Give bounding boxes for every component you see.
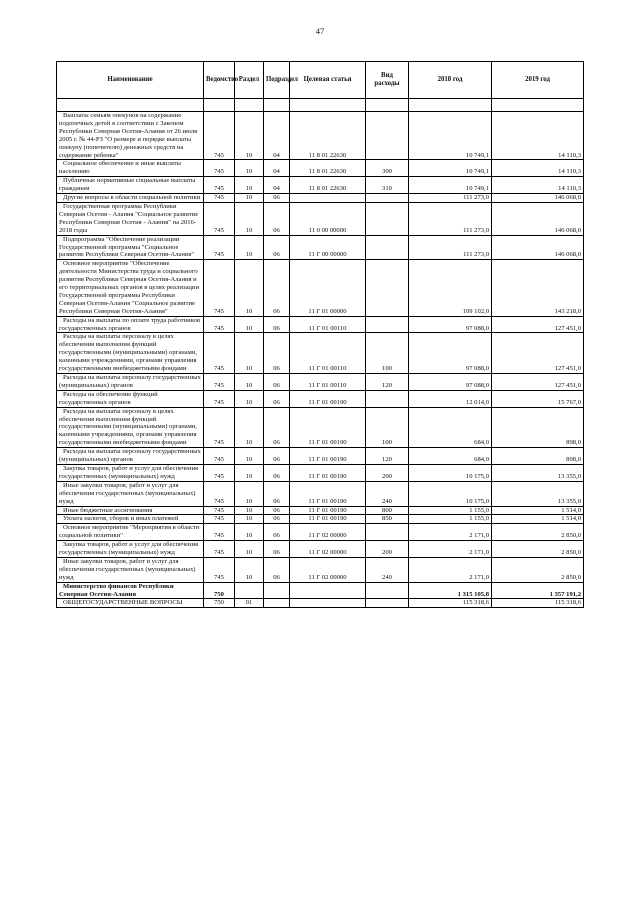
cell-2019: 2 850,0 bbox=[492, 524, 584, 541]
cell-2018: 10 749,1 bbox=[409, 177, 492, 194]
cell-expense: 120 bbox=[366, 374, 409, 391]
cell-expense: 200 bbox=[366, 464, 409, 481]
table-row bbox=[57, 177, 584, 194]
cell-2018: 109 102,0 bbox=[409, 260, 492, 316]
row-name-text: Расходы на выплаты персоналу в целях обеспечения выполнения функций государственными (муниципальными) органами, казенными учреждениями, органами управления государственными внебюджетными фондами bbox=[59, 407, 198, 447]
row-name-text: Иные закупки товаров, работ и услуг для обеспечения государственных (муниципальных) нужд bbox=[59, 481, 196, 505]
cell-target: 11 Г 02 00000 bbox=[290, 541, 366, 558]
cell-2019: 127 451,0 bbox=[492, 374, 584, 391]
header-target: Целевая статья bbox=[290, 62, 366, 99]
cell-target: 11 Г 02 00000 bbox=[290, 557, 366, 582]
cell-target: 11 Г 01 00190 bbox=[290, 407, 366, 448]
cell-2019: 1 514,0 bbox=[492, 506, 584, 515]
table-row bbox=[57, 506, 584, 515]
cell-section: 10 bbox=[235, 448, 264, 465]
cell-name bbox=[57, 524, 204, 541]
cell-subsection: 06 bbox=[264, 524, 290, 541]
cell-name bbox=[57, 541, 204, 558]
row-name-text: Иные закупки товаров, работ и услуг для обеспечения государственных (муниципальных) нужд bbox=[59, 557, 196, 581]
cell-ministry: 745 bbox=[204, 316, 235, 333]
cell-ministry: 745 bbox=[204, 333, 235, 374]
cell-target: 11 8 01 22630 bbox=[290, 112, 366, 160]
cell-2018: 97 088,0 bbox=[409, 316, 492, 333]
cell-expense bbox=[366, 390, 409, 407]
cell-section: 10 bbox=[235, 160, 264, 177]
row-name-text: Расходы на обеспечение функций государственных органов bbox=[59, 390, 158, 406]
cell-subsection: 06 bbox=[264, 407, 290, 448]
cell-2019: 2 850,0 bbox=[492, 541, 584, 558]
row-name-text: Расходы на выплаты по оплате труда работников государственных органов bbox=[59, 316, 200, 332]
row-name-text: Закупка товаров, работ и услуг для обеспечения государственных (муниципальных) нужд bbox=[59, 464, 199, 480]
cell-ministry: 750 bbox=[204, 599, 235, 608]
cell-2019: 14 110,3 bbox=[492, 160, 584, 177]
cell-ministry: 745 bbox=[204, 448, 235, 465]
cell-2019: 13 355,0 bbox=[492, 481, 584, 506]
cell-name bbox=[57, 235, 204, 260]
cell-2018: 684,0 bbox=[409, 407, 492, 448]
table-row bbox=[57, 99, 584, 112]
row-name-text: Основное мероприятие "Обеспечение деятельности Министерства труда и социального развития Республики Северная Осетия-Алания и его территориальных органов в целях реализации Государственной программы Республики Северная Осетия-Алания "Социальное развитие Республики Северная Осетия-Алания" bbox=[59, 260, 199, 315]
cell-2018: 2 171,0 bbox=[409, 524, 492, 541]
cell-2019 bbox=[492, 99, 584, 112]
table-row bbox=[57, 407, 584, 448]
row-name-text: Расходы на выплаты персоналу государственных (муниципальных) органов bbox=[59, 374, 201, 389]
cell-ministry: 745 bbox=[204, 177, 235, 194]
cell-subsection: 06 bbox=[264, 260, 290, 316]
cell-expense bbox=[366, 235, 409, 260]
cell-subsection: 06 bbox=[264, 541, 290, 558]
cell-expense: 100 bbox=[366, 333, 409, 374]
table-row bbox=[57, 235, 584, 260]
cell-expense bbox=[366, 194, 409, 203]
cell-2019: 1 514,0 bbox=[492, 515, 584, 524]
cell-name bbox=[57, 160, 204, 177]
cell-2019: 13 355,0 bbox=[492, 464, 584, 481]
cell-2019: 898,0 bbox=[492, 448, 584, 465]
cell-2019: 115 318,6 bbox=[492, 599, 584, 608]
cell-ministry: 745 bbox=[204, 541, 235, 558]
cell-ministry: 745 bbox=[204, 202, 235, 235]
cell-2019: 146 068,0 bbox=[492, 235, 584, 260]
row-name-text: Расходы на выплаты персоналу государственных (муниципальных) органов bbox=[59, 448, 201, 464]
cell-section: 10 bbox=[235, 202, 264, 235]
row-name-text: Социальное обеспечение и иные выплаты населению bbox=[59, 160, 181, 176]
cell-section bbox=[235, 99, 264, 112]
cell-target: 11 0 00 00000 bbox=[290, 202, 366, 235]
cell-expense bbox=[366, 202, 409, 235]
cell-ministry: 745 bbox=[204, 160, 235, 177]
cell-expense: 800 bbox=[366, 506, 409, 515]
cell-section: 01 bbox=[235, 599, 264, 608]
row-name-text: Министерство финансов Республики Северная Осетия-Алания bbox=[59, 582, 174, 598]
cell-expense bbox=[366, 524, 409, 541]
cell-name bbox=[57, 515, 204, 524]
cell-section: 10 bbox=[235, 333, 264, 374]
cell-subsection: 06 bbox=[264, 194, 290, 203]
cell-section: 10 bbox=[235, 374, 264, 391]
cell-ministry bbox=[204, 99, 235, 112]
cell-section bbox=[235, 582, 264, 599]
cell-2019: 127 451,0 bbox=[492, 316, 584, 333]
cell-subsection: 04 bbox=[264, 177, 290, 194]
cell-section: 10 bbox=[235, 390, 264, 407]
header-subsection: Подраздел bbox=[264, 62, 290, 99]
cell-ministry: 745 bbox=[204, 260, 235, 316]
row-name-text: Публичные нормативные социальные выплаты гражданам bbox=[59, 177, 196, 193]
header-ministry: Ведомство bbox=[204, 62, 235, 99]
table-row bbox=[57, 481, 584, 506]
cell-expense: 300 bbox=[366, 160, 409, 177]
cell-2018: 111 273,0 bbox=[409, 202, 492, 235]
cell-target: 11 Г 01 00190 bbox=[290, 448, 366, 465]
cell-subsection: 06 bbox=[264, 481, 290, 506]
cell-name bbox=[57, 374, 204, 391]
row-name-text: Государственная программа Республики Северная Осетия - Алания "Социальное развитие Республики Северная Осетия - Алания" на 2016-2018 годы bbox=[59, 202, 199, 234]
table-row bbox=[57, 333, 584, 374]
cell-name bbox=[57, 557, 204, 582]
table-row bbox=[57, 390, 584, 407]
cell-target bbox=[290, 582, 366, 599]
cell-target bbox=[290, 99, 366, 112]
cell-ministry: 745 bbox=[204, 506, 235, 515]
cell-target: 11 Г 01 00000 bbox=[290, 260, 366, 316]
cell-section: 10 bbox=[235, 506, 264, 515]
page-number: 47 bbox=[315, 26, 325, 36]
cell-2019: 146 068,0 bbox=[492, 194, 584, 203]
cell-ministry: 745 bbox=[204, 557, 235, 582]
cell-ministry: 745 bbox=[204, 407, 235, 448]
cell-expense: 240 bbox=[366, 481, 409, 506]
cell-2019: 1 357 191,2 bbox=[492, 582, 584, 599]
cell-ministry: 745 bbox=[204, 515, 235, 524]
cell-2018: 684,0 bbox=[409, 448, 492, 465]
cell-2018: 10 749,1 bbox=[409, 160, 492, 177]
cell-2018: 10 749,1 bbox=[409, 112, 492, 160]
cell-target: 11 Г 01 00190 bbox=[290, 481, 366, 506]
cell-name bbox=[57, 448, 204, 465]
cell-2018: 111 273,0 bbox=[409, 194, 492, 203]
cell-ministry: 745 bbox=[204, 112, 235, 160]
cell-target bbox=[290, 194, 366, 203]
cell-section: 10 bbox=[235, 524, 264, 541]
cell-expense: 100 bbox=[366, 407, 409, 448]
cell-ministry: 745 bbox=[204, 524, 235, 541]
cell-expense: 120 bbox=[366, 448, 409, 465]
cell-section: 10 bbox=[235, 481, 264, 506]
cell-subsection: 06 bbox=[264, 515, 290, 524]
row-name-text: Закупка товаров, работ и услуг для обеспечения государственных (муниципальных) нужд bbox=[59, 541, 199, 557]
row-name-text: Уплата налогов, сборов и иных платежей bbox=[63, 515, 179, 523]
cell-target: 11 Г 01 00110 bbox=[290, 333, 366, 374]
cell-section: 10 bbox=[235, 515, 264, 524]
cell-name bbox=[57, 202, 204, 235]
table-row bbox=[57, 515, 584, 524]
cell-expense: 310 bbox=[366, 177, 409, 194]
cell-2019: 898,0 bbox=[492, 407, 584, 448]
cell-section: 10 bbox=[235, 112, 264, 160]
cell-ministry: 745 bbox=[204, 194, 235, 203]
cell-subsection: 06 bbox=[264, 374, 290, 391]
cell-2019: 146 068,0 bbox=[492, 202, 584, 235]
cell-2018: 97 088,0 bbox=[409, 333, 492, 374]
cell-name bbox=[57, 177, 204, 194]
table-row bbox=[57, 557, 584, 582]
cell-name bbox=[57, 390, 204, 407]
cell-subsection: 06 bbox=[264, 506, 290, 515]
cell-name bbox=[57, 599, 204, 608]
cell-subsection: 06 bbox=[264, 333, 290, 374]
cell-ministry: 745 bbox=[204, 390, 235, 407]
cell-expense bbox=[366, 112, 409, 160]
cell-target: 11 Г 01 00110 bbox=[290, 374, 366, 391]
cell-section: 10 bbox=[235, 235, 264, 260]
cell-2018: 115 318,6 bbox=[409, 599, 492, 608]
cell-target: 11 Г 01 00190 bbox=[290, 390, 366, 407]
cell-ministry: 750 bbox=[204, 582, 235, 599]
cell-subsection: 06 bbox=[264, 202, 290, 235]
cell-2018: 10 175,0 bbox=[409, 464, 492, 481]
cell-section: 10 bbox=[235, 260, 264, 316]
table-row bbox=[57, 524, 584, 541]
cell-expense bbox=[366, 260, 409, 316]
budget-table bbox=[56, 61, 584, 608]
cell-section: 10 bbox=[235, 316, 264, 333]
cell-subsection: 04 bbox=[264, 112, 290, 160]
row-name-text: ОБЩЕГОСУДАРСТВЕННЫЕ ВОПРОСЫ bbox=[63, 599, 183, 607]
table-body bbox=[57, 99, 584, 608]
cell-target: 11 Г 01 00190 bbox=[290, 515, 366, 524]
cell-section: 10 bbox=[235, 464, 264, 481]
cell-name bbox=[57, 333, 204, 374]
table-row bbox=[57, 112, 584, 160]
cell-2018: 2 171,0 bbox=[409, 541, 492, 558]
cell-name bbox=[57, 99, 204, 112]
cell-section: 10 bbox=[235, 194, 264, 203]
cell-name bbox=[57, 407, 204, 448]
header-2019: 2019 год bbox=[492, 62, 584, 99]
table-row bbox=[57, 448, 584, 465]
cell-target: 11 8 01 22630 bbox=[290, 177, 366, 194]
header-expense: Вид расходы bbox=[366, 62, 409, 99]
cell-2019: 15 767,0 bbox=[492, 390, 584, 407]
cell-2018: 1 155,0 bbox=[409, 506, 492, 515]
header-section: Раздел bbox=[235, 62, 264, 99]
cell-target: 11 8 01 22630 bbox=[290, 160, 366, 177]
cell-ministry: 745 bbox=[204, 374, 235, 391]
table-row bbox=[57, 582, 584, 599]
cell-2019: 14 110,3 bbox=[492, 177, 584, 194]
table-row bbox=[57, 194, 584, 203]
table-row bbox=[57, 202, 584, 235]
cell-ministry: 745 bbox=[204, 235, 235, 260]
cell-name bbox=[57, 112, 204, 160]
row-name-text: Другие вопросы в области социальной политики bbox=[63, 194, 201, 202]
cell-expense bbox=[366, 582, 409, 599]
cell-expense bbox=[366, 99, 409, 112]
table-row bbox=[57, 464, 584, 481]
cell-2018: 10 175,0 bbox=[409, 481, 492, 506]
table-row bbox=[57, 260, 584, 316]
cell-subsection: 04 bbox=[264, 160, 290, 177]
cell-ministry: 745 bbox=[204, 464, 235, 481]
cell-section: 10 bbox=[235, 541, 264, 558]
row-name-text: Расходы на выплаты персоналу в целях обеспечения выполнения функций государственными (муниципальными) органами, казенными учреждениями, органами управления государственными внебюджетными фондами bbox=[59, 333, 198, 373]
cell-2018: 12 014,0 bbox=[409, 390, 492, 407]
cell-subsection bbox=[264, 99, 290, 112]
header-name: Наименование bbox=[57, 62, 204, 99]
cell-subsection: 06 bbox=[264, 448, 290, 465]
cell-name bbox=[57, 582, 204, 599]
header-row bbox=[57, 62, 584, 99]
cell-expense: 850 bbox=[366, 515, 409, 524]
cell-2018: 97 088,0 bbox=[409, 374, 492, 391]
cell-name bbox=[57, 506, 204, 515]
table-row bbox=[57, 599, 584, 608]
cell-section: 10 bbox=[235, 407, 264, 448]
cell-section: 10 bbox=[235, 557, 264, 582]
row-name-text: Выплаты семьям опекунов на содержание подопечных детей в соответствии с Законом Республики Северная Осетия-Алания от 26 июля 2005 г. № 44-РЗ "О размере и порядке выплаты опекуну (попечителю) денежных средств на содержание ребенка" bbox=[59, 112, 198, 159]
cell-subsection bbox=[264, 582, 290, 599]
row-name-text: Основное мероприятие "Мероприятия в области социальной политики" bbox=[59, 524, 200, 540]
cell-target bbox=[290, 599, 366, 608]
cell-target: 11 Г 01 00110 bbox=[290, 316, 366, 333]
cell-2019: 2 850,0 bbox=[492, 557, 584, 582]
cell-2018: 2 171,0 bbox=[409, 557, 492, 582]
cell-target: 11 Г 01 00190 bbox=[290, 506, 366, 515]
cell-expense: 240 bbox=[366, 557, 409, 582]
cell-name bbox=[57, 260, 204, 316]
cell-2018: 1 155,0 bbox=[409, 515, 492, 524]
cell-subsection bbox=[264, 599, 290, 608]
table-row bbox=[57, 160, 584, 177]
cell-2019: 127 451,0 bbox=[492, 333, 584, 374]
cell-subsection: 06 bbox=[264, 464, 290, 481]
table-row bbox=[57, 316, 584, 333]
cell-ministry: 745 bbox=[204, 481, 235, 506]
cell-target: 11 Г 00 00000 bbox=[290, 235, 366, 260]
cell-section: 10 bbox=[235, 177, 264, 194]
header-2018: 2018 год bbox=[409, 62, 492, 99]
cell-2018: 111 273,0 bbox=[409, 235, 492, 260]
cell-2018: 1 315 105,8 bbox=[409, 582, 492, 599]
cell-target: 11 Г 02 00000 bbox=[290, 524, 366, 541]
table-row bbox=[57, 374, 584, 391]
cell-expense: 200 bbox=[366, 541, 409, 558]
row-name-text: Подпрограмма "Обеспечение реализации Государственной программы "Социальное развитие Республики Северная Осетия-Алания" bbox=[59, 235, 195, 259]
cell-2019: 143 218,0 bbox=[492, 260, 584, 316]
table-row bbox=[57, 541, 584, 558]
cell-name bbox=[57, 481, 204, 506]
cell-name bbox=[57, 464, 204, 481]
cell-2019: 14 110,3 bbox=[492, 112, 584, 160]
cell-expense bbox=[366, 599, 409, 608]
cell-expense bbox=[366, 316, 409, 333]
cell-subsection: 06 bbox=[264, 235, 290, 260]
cell-name bbox=[57, 194, 204, 203]
cell-name bbox=[57, 316, 204, 333]
cell-subsection: 06 bbox=[264, 557, 290, 582]
cell-subsection: 06 bbox=[264, 316, 290, 333]
cell-target: 11 Г 01 00190 bbox=[290, 464, 366, 481]
row-name-text: Иные бюджетные ассигнования bbox=[63, 506, 153, 514]
cell-subsection: 06 bbox=[264, 390, 290, 407]
cell-2018 bbox=[409, 99, 492, 112]
